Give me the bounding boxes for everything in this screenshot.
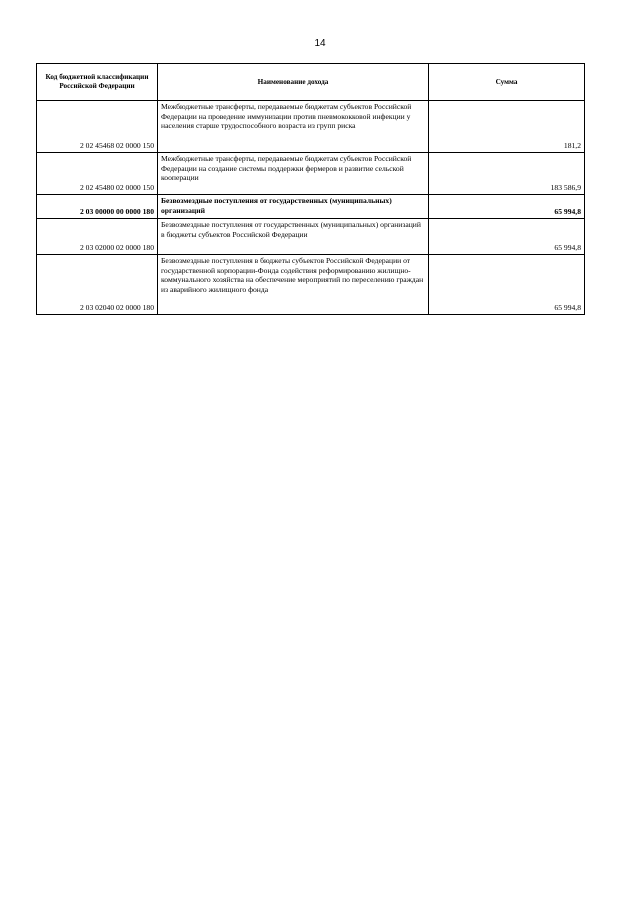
row-sum: 65 994,8 [429, 255, 585, 315]
page-number: 14 [314, 38, 326, 49]
header-sum: Сумма [429, 64, 585, 101]
row-name: Безвозмездные поступления в бюджеты субъектов Российской Федерации от государственной корпорации-Фонда содействия реформированию жилищно-коммунального хозяйства на обеспечение мероприятий по переселению граждан из аварийного жилищного фонда [158, 255, 429, 315]
row-name: Межбюджетные трансферты, передаваемые бюджетам субъектов Российской Федерации на проведение иммунизации против пневмококковой инфекции у населения старше трудоспособного возраста из групп риска [158, 101, 429, 153]
row-sum: 183 586,9 [429, 153, 585, 195]
row-code: 2 02 45468 02 0000 150 [37, 101, 158, 153]
row-name: Безвозмездные поступления от государственных (муниципальных) организаций [158, 195, 429, 219]
row-code: 2 03 02040 02 0000 180 [37, 255, 158, 315]
header-code: Код бюджетной классификации Российской Федерации [37, 64, 158, 101]
row-name: Безвозмездные поступления от государственных (муниципальных) организаций в бюджеты субъектов Российской Федерации [158, 219, 429, 255]
row-code: 2 02 45480 02 0000 150 [37, 153, 158, 195]
income-table [36, 63, 585, 315]
row-sum: 65 994,8 [429, 219, 585, 255]
table-row [37, 195, 585, 219]
header-name: Наименование дохода [158, 64, 429, 101]
table-row [37, 153, 585, 195]
row-code: 2 03 00000 00 0000 180 [37, 195, 158, 219]
row-code: 2 03 02000 02 0000 180 [37, 219, 158, 255]
row-name: Межбюджетные трансферты, передаваемые бюджетам субъектов Российской Федерации на создание системы поддержки фермеров и развитие сельской кооперации [158, 153, 429, 195]
row-sum: 65 994,8 [429, 195, 585, 219]
table-row [37, 219, 585, 255]
table-row [37, 101, 585, 153]
row-sum: 181,2 [429, 101, 585, 153]
table-header-row [37, 64, 585, 101]
table-row [37, 255, 585, 315]
